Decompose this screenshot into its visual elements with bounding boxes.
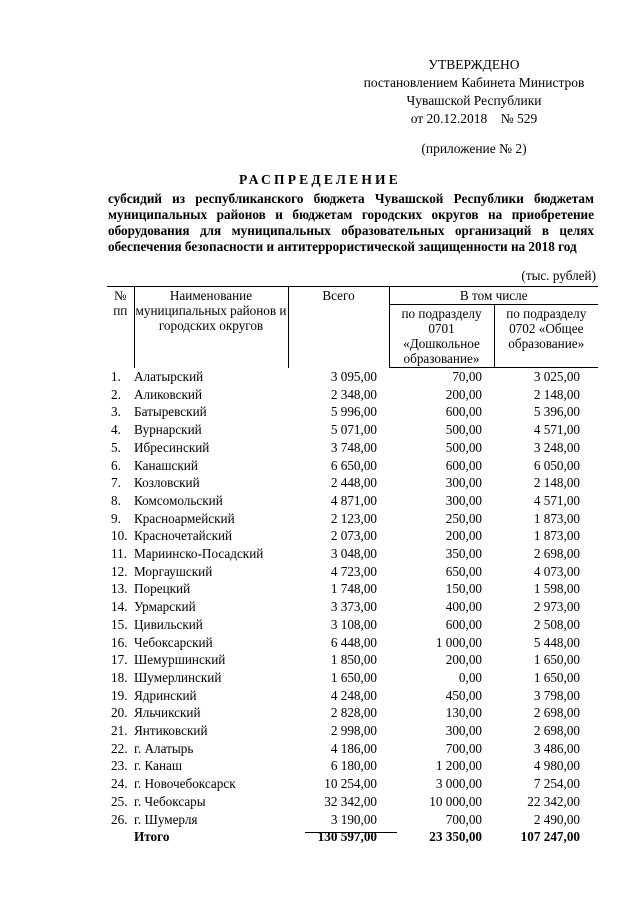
row-preschool: 1 200,00 — [435, 758, 482, 774]
row-total: 4 186,00 — [330, 740, 377, 756]
row-total: 2 348,00 — [330, 386, 377, 402]
table-row — [107, 457, 598, 475]
row-name: Янтиковский — [134, 723, 208, 739]
row-general: 1 598,00 — [533, 581, 580, 597]
total-all: 130 597,00 — [317, 829, 377, 845]
row-number: 3. — [111, 404, 121, 420]
row-name: г. Шумерля — [134, 811, 198, 827]
row-general: 4 980,00 — [533, 758, 580, 774]
row-preschool: 250,00 — [445, 510, 482, 526]
row-total: 4 248,00 — [330, 687, 377, 703]
row-name: Яльчикский — [134, 705, 201, 721]
row-number: 9. — [111, 510, 121, 526]
row-total: 1 850,00 — [330, 652, 377, 668]
row-name: г. Алатырь — [134, 740, 194, 756]
row-preschool: 200,00 — [445, 652, 482, 668]
table-row — [107, 545, 598, 563]
row-total: 4 723,00 — [330, 563, 377, 579]
approval-heading: УТВЕРЖДЕНО — [428, 57, 520, 72]
table-row — [107, 580, 598, 598]
table-row — [107, 740, 598, 758]
row-name: Шемуршинский — [134, 652, 226, 668]
header-sub-general: по подразделу 0702 «Общее образование» — [494, 305, 598, 368]
row-number: 10. — [111, 528, 128, 544]
row-name: Чебоксарский — [134, 634, 213, 650]
row-general: 1 873,00 — [533, 510, 580, 526]
table-row — [107, 811, 598, 829]
row-general: 5 396,00 — [533, 404, 580, 420]
row-total: 3 190,00 — [330, 811, 377, 827]
row-number: 25. — [111, 793, 128, 809]
table-row — [107, 474, 598, 492]
row-general: 2 148,00 — [533, 386, 580, 402]
row-general: 22 342,00 — [527, 793, 580, 809]
table-row — [107, 704, 598, 722]
table-row — [107, 421, 598, 439]
table-row — [107, 439, 598, 457]
row-name: Красноармейский — [134, 510, 235, 526]
row-name: г. Канаш — [134, 758, 183, 774]
row-preschool: 10 000,00 — [429, 793, 482, 809]
row-general: 2 698,00 — [533, 546, 580, 562]
row-total: 4 871,00 — [330, 492, 377, 508]
row-name: Козловский — [134, 475, 200, 491]
row-preschool: 700,00 — [445, 740, 482, 756]
row-general: 2 490,00 — [533, 811, 580, 827]
row-total: 6 448,00 — [330, 634, 377, 650]
row-number: 21. — [111, 723, 128, 739]
row-name: г. Чебоксары — [134, 793, 206, 809]
row-name: г. Новочебоксарск — [134, 776, 236, 792]
row-number: 14. — [111, 599, 128, 615]
row-general: 3 025,00 — [533, 369, 580, 384]
row-preschool: 130,00 — [445, 705, 482, 721]
row-preschool: 600,00 — [445, 616, 482, 632]
row-general: 2 698,00 — [533, 723, 580, 739]
table-row — [107, 598, 598, 616]
table-row — [107, 793, 598, 811]
approval-issuer: постановлением Кабинета Министров — [363, 75, 585, 90]
row-general: 7 254,00 — [533, 776, 580, 792]
approval-block — [340, 56, 608, 128]
row-number: 26. — [111, 811, 128, 827]
row-total: 1 748,00 — [330, 581, 377, 597]
row-name: Аликовский — [134, 386, 203, 402]
row-number: 13. — [111, 581, 128, 597]
table-row — [107, 722, 598, 740]
total-row — [107, 828, 598, 846]
row-total: 3 748,00 — [330, 439, 377, 455]
row-number: 4. — [111, 422, 121, 438]
row-number: 7. — [111, 475, 121, 491]
table-row — [107, 651, 598, 669]
row-total: 10 254,00 — [324, 776, 377, 792]
row-total: 2 123,00 — [330, 510, 377, 526]
table-row — [107, 386, 598, 404]
table-row — [107, 775, 598, 793]
row-name: Порецкий — [134, 581, 191, 597]
row-general: 2 508,00 — [533, 616, 580, 632]
row-preschool: 150,00 — [445, 581, 482, 597]
row-total: 3 048,00 — [330, 546, 377, 562]
row-preschool: 200,00 — [445, 386, 482, 402]
row-number: 8. — [111, 492, 121, 508]
row-name: Цивильский — [134, 616, 203, 632]
row-number: 19. — [111, 687, 128, 703]
header-number: № пп — [107, 287, 134, 368]
row-number: 17. — [111, 652, 128, 668]
row-general: 1 873,00 — [533, 528, 580, 544]
row-preschool: 500,00 — [445, 439, 482, 455]
row-preschool: 650,00 — [445, 563, 482, 579]
row-name: Моргаушский — [134, 563, 213, 579]
row-preschool: 70,00 — [452, 369, 482, 384]
row-number: 5. — [111, 439, 121, 455]
table-row — [107, 492, 598, 510]
table-row — [107, 616, 598, 634]
row-name: Комсомольский — [134, 492, 223, 508]
header-total: Всего — [288, 287, 389, 368]
row-general: 2 698,00 — [533, 705, 580, 721]
row-total: 2 448,00 — [330, 475, 377, 491]
row-general: 5 448,00 — [533, 634, 580, 650]
row-number: 6. — [111, 457, 121, 473]
row-total: 2 073,00 — [330, 528, 377, 544]
row-total: 5 996,00 — [330, 404, 377, 420]
row-number: 15. — [111, 616, 128, 632]
table-row — [107, 563, 598, 581]
row-total: 2 998,00 — [330, 723, 377, 739]
footer-divider — [305, 832, 397, 833]
row-general: 3 486,00 — [533, 740, 580, 756]
row-number: 18. — [111, 669, 128, 685]
row-name: Алатырский — [134, 368, 204, 384]
total-label: Итого — [134, 829, 170, 845]
row-name: Батыревский — [134, 404, 207, 420]
units-note: (тыс. рублей) — [521, 268, 596, 283]
row-total: 5 071,00 — [330, 422, 377, 438]
row-total: 32 342,00 — [324, 793, 377, 809]
row-preschool: 3 000,00 — [435, 776, 482, 792]
row-name: Вурнарский — [134, 422, 202, 438]
row-preschool: 200,00 — [445, 528, 482, 544]
approval-date-number: от 20.12.2018 № 529 — [410, 111, 538, 126]
row-total: 1 650,00 — [330, 669, 377, 685]
row-preschool: 600,00 — [445, 457, 482, 473]
total-preschool: 23 350,00 — [429, 829, 482, 845]
approval-republic: Чувашской Республики — [406, 93, 542, 108]
row-preschool: 400,00 — [445, 599, 482, 615]
row-preschool: 350,00 — [445, 546, 482, 562]
row-general: 2 148,00 — [533, 475, 580, 491]
appendix-note: (приложение № 2) — [421, 141, 527, 156]
row-number: 22. — [111, 740, 128, 756]
row-total: 6 650,00 — [330, 457, 377, 473]
table-row — [107, 669, 598, 687]
row-name: Урмарский — [134, 599, 196, 615]
table-row — [107, 368, 598, 386]
table-row — [107, 687, 598, 705]
row-number: 11. — [111, 546, 127, 562]
row-total: 2 828,00 — [330, 705, 377, 721]
row-preschool: 450,00 — [445, 687, 482, 703]
table-row — [107, 510, 598, 528]
table-row — [107, 527, 598, 545]
row-preschool: 500,00 — [445, 422, 482, 438]
total-general: 107 247,00 — [520, 829, 580, 845]
row-name: Красночетайский — [134, 528, 233, 544]
row-number: 24. — [111, 776, 128, 792]
row-total: 3 108,00 — [330, 616, 377, 632]
distribution-table — [107, 286, 598, 846]
row-preschool: 0,00 — [458, 669, 482, 685]
row-general: 2 973,00 — [533, 599, 580, 615]
row-total: 6 180,00 — [330, 758, 377, 774]
row-preschool: 600,00 — [445, 404, 482, 420]
table-row — [107, 634, 598, 652]
row-total: 3 373,00 — [330, 599, 377, 615]
row-number: 20. — [111, 705, 128, 721]
row-name: Мариинско-Посадский — [134, 546, 264, 562]
row-general: 4 073,00 — [533, 563, 580, 579]
row-preschool: 300,00 — [445, 475, 482, 491]
row-number: 16. — [111, 634, 128, 650]
document-subtitle: субсидий из республиканского бюджета Чувашской Республики бюджетам муниципальных районов и бюджетам городских округов на приобретение оборудования для муниципальных образовательных организаций в целях обеспечения безопасности и антитеррористической защищенности на 2018 год — [108, 191, 594, 254]
row-number: 23. — [111, 758, 128, 774]
row-general: 4 571,00 — [533, 422, 580, 438]
header-name: Наименование муниципальных районов и городских округов — [134, 287, 288, 368]
row-number: 1. — [111, 368, 121, 384]
row-name: Шумерлинский — [134, 669, 222, 685]
row-name: Канашский — [134, 457, 198, 473]
row-general: 1 650,00 — [533, 652, 580, 668]
row-preschool: 1 000,00 — [435, 634, 482, 650]
row-preschool: 700,00 — [445, 811, 482, 827]
row-general: 3 248,00 — [533, 439, 580, 455]
table-row — [107, 403, 598, 421]
row-general: 1 650,00 — [533, 669, 580, 685]
table-row — [107, 757, 598, 775]
header-sub-preschool: по подразделу 0701 «Дошкольное образование» — [389, 305, 494, 368]
row-preschool: 300,00 — [445, 492, 482, 508]
row-general: 4 571,00 — [533, 492, 580, 508]
header-including: В том числе — [389, 287, 598, 305]
row-name: Ибресинский — [134, 439, 210, 455]
row-number: 12. — [111, 563, 128, 579]
row-general: 3 798,00 — [533, 687, 580, 703]
row-general: 6 050,00 — [533, 457, 580, 473]
document-title: РАСПРЕДЕЛЕНИЕ — [239, 172, 401, 187]
row-total: 3 095,00 — [330, 368, 377, 384]
row-preschool: 300,00 — [445, 723, 482, 739]
row-name: Ядринский — [134, 687, 197, 703]
row-number: 2. — [111, 386, 121, 402]
